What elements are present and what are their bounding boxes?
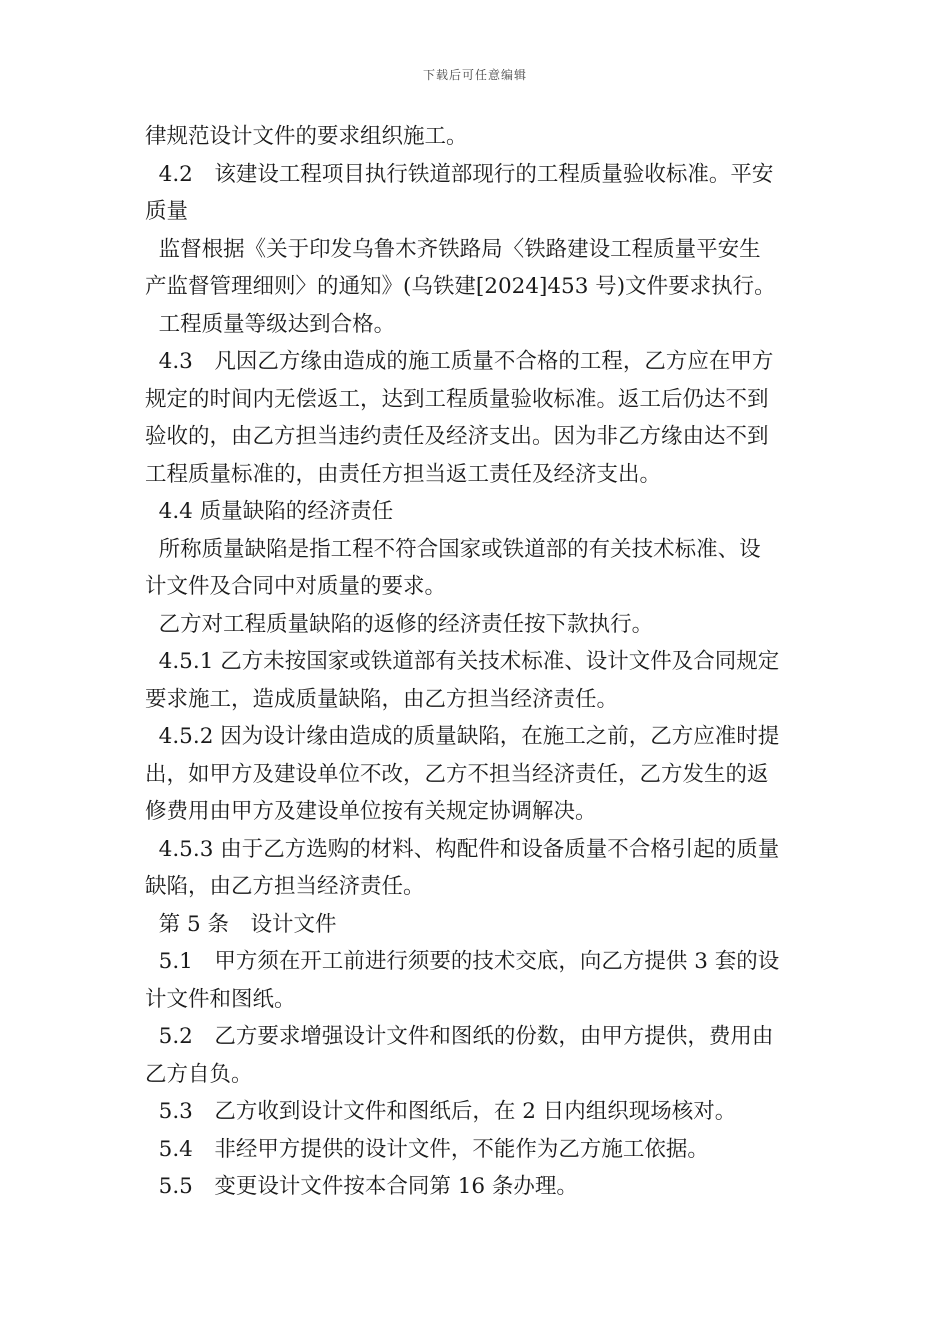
text-line: 验收的，由乙方担当违约责任及经济支出。因为非乙方缘由达不到 xyxy=(145,424,769,449)
text-line: 工程质量等级达到合格。 xyxy=(145,311,396,337)
text-line: 5.4 非经甲方提供的设计文件，不能作为乙方施工依据。 xyxy=(145,1136,709,1162)
text-line: 质量 xyxy=(145,199,189,224)
text-line: 4.3 凡因乙方缘由造成的施工质量不合格的工程，乙方应在甲方 xyxy=(145,349,774,374)
text-line: 乙方对工程质量缺陷的返修的经济责任按下款执行。 xyxy=(145,611,654,637)
text-line: 4.4 质量缺陷的经济责任 xyxy=(145,499,394,524)
text-line: 乙方自负。 xyxy=(145,1061,253,1087)
text-line: 计文件及合同中对质量的要求。 xyxy=(145,574,447,599)
text-line: 5.3 乙方收到设计文件和图纸后，在 2 日内组织现场核对。 xyxy=(145,1099,737,1124)
text-line: 律规范设计文件的要求组织施工。 xyxy=(145,124,468,149)
text-line: 工程质量标准的，由责任方担当返工责任及经济支出。 xyxy=(145,461,662,487)
text-line: 5.1 甲方须在开工前进行须要的技术交底，向乙方提供 3 套的设 xyxy=(145,949,780,974)
text-line: 出，如甲方及建设单位不改，乙方不担当经济责任，乙方发生的返 xyxy=(145,761,769,787)
text-line: 4.5.2 因为设计缘由造成的质量缺陷，在施工之前，乙方应准时提 xyxy=(145,724,780,749)
text-line: 计文件和图纸。 xyxy=(145,986,296,1012)
text-line: 监督根据《关于印发乌鲁木齐铁路局〈铁路建设工程质量平安生 xyxy=(145,236,761,262)
text-line: 缺陷，由乙方担当经济责任。 xyxy=(145,874,425,899)
page-header: 下载后可任意编辑 xyxy=(422,68,527,82)
text-line: 4.2 该建设工程项目执行铁道部现行的工程质量验收标准。平安 xyxy=(145,161,774,187)
text-line: 要求施工，造成质量缺陷，由乙方担当经济责任。 xyxy=(145,686,619,712)
text-line: 5.5 变更设计文件按本合同第 16 条办理。 xyxy=(145,1174,578,1199)
text-line: 所称质量缺陷是指工程不符合国家或铁道部的有关技术标准、设 xyxy=(145,536,761,562)
text-line: 4.5.1 乙方未按国家或铁道部有关技术标准、设计文件及合同规定 xyxy=(145,649,780,674)
section-heading: 第 5 条 设计文件 xyxy=(145,911,337,937)
text-line: 产监督管理细则〉的通知》(乌铁建[2024]453 号)文件要求执行。 xyxy=(145,274,776,299)
text-line: 4.5.3 由于乙方选购的材料、构配件和设备质量不合格引起的质量 xyxy=(145,836,780,862)
text-line: 规定的时间内无偿返工，达到工程质量验收标准。返工后仍达不到 xyxy=(145,386,769,412)
text-line: 修费用由甲方及建设单位按有关规定协调解决。 xyxy=(145,799,597,824)
text-line: 5.2 乙方要求增强设计文件和图纸的份数，由甲方提供，费用由 xyxy=(145,1024,774,1049)
document-body xyxy=(145,118,807,1206)
